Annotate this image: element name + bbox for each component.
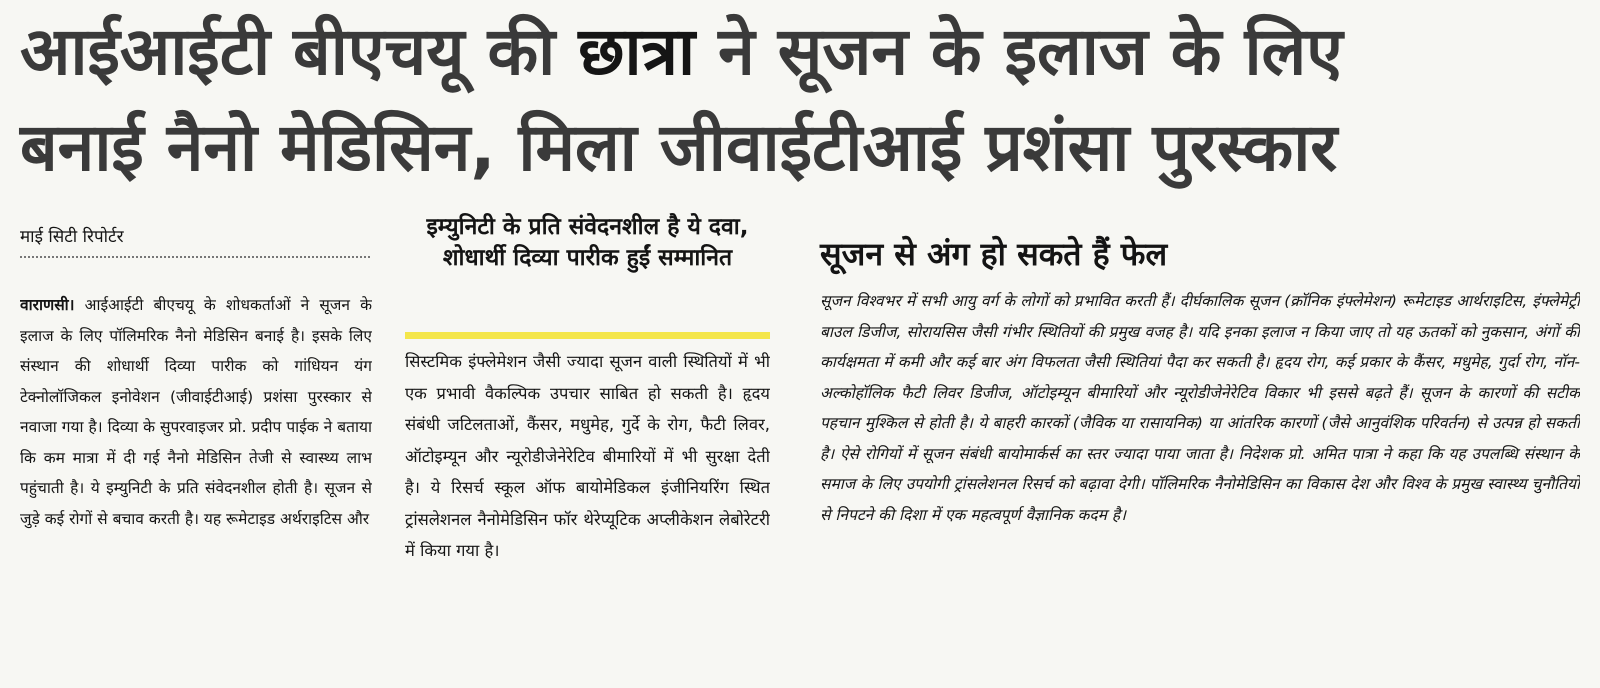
highlight-bar: [405, 332, 770, 339]
headline-line-2: बनाई नैनो मेडिसिन, मिला जीवाईटीआई प्रशंसा पुरस्कार: [20, 109, 1338, 186]
column-2-subheading: इम्युनिटी के प्रति संवेदनशील है ये दवा, शोधार्थी दिव्या पारीक हुईं सम्मानित: [426, 214, 749, 271]
byline: माई सिटी रिपोर्टर: [20, 226, 370, 258]
column-1-body: आईआईटी बीएचयू के शोधकर्ताओं ने सूजन के इलाज के लिए पॉलिमरिक नैनो मेडिसिन बनाई है। इसके लिए संस्थान की शोधार्थी दिव्या पारीक को गांधियन यंग टेक्नोलॉजिकल इनोवेशन (जीवाईटीआई) प्रशंसा पुरस्कार से नवाजा गया है। दिव्या के सुपरवाइजर प्रो. प्रदीप पाईक ने बताया कि कम मात्रा में दी गई नैनो मेडिसिन तेजी से स्वास्थ्य लाभ पहुंचाती है। ये इम्युनिटी के प्रति संवेदनशील होती है। सूजन से जुड़े कई रोगों से बचाव करती है। यह रूमेटाइड अर्थराइटिस और: [20, 296, 372, 528]
headline-line-1: [20, 4, 1590, 100]
main-headline: [20, 4, 1590, 196]
headline-line-1-emphasis: छात्रा: [578, 13, 696, 90]
dateline: वाराणसी।: [20, 296, 75, 314]
headline-line-1-end: ने सूजन के इलाज के लिए: [695, 13, 1343, 90]
article-column-1: [20, 290, 372, 680]
column-3-body: सूजन विश्वभर में सभी आयु वर्ग के लोगों को प्रभावित करती हैं। दीर्घकालिक सूजन (क्रॉनिक इंफ्लेमेशन) रूमेटाइड आर्थराइटिस, इंफ्लेमेट्री बाउल डिजीज, सोरायसिस जैसी गंभीर स्थितियों की प्रमुख वजह है। यदि इनका इलाज न किया जाए तो यह ऊतकों को नुकसान, अंगों की कार्यक्षमता में कमी और कई बार अंग विफलता जैसी स्थितियां पैदा कर सकती है। हृदय रोग, कई प्रकार के कैंसर, मधुमेह, गुर्दा रोग, नॉन-अल्कोहॉलिक फैटी लिवर डिजीज, ऑटोइम्यून बीमारियों और न्यूरोडीजेनेरेटिव विकार भी इससे बढ़ते हैं। सूजन के कारणों की सटीक पहचान मुश्किल से होती है। ये बाहरी कारकों (जैविक या रासायनिक) या आंतरिक कारणों (जैसे आनुवंशिक परिवर्तन) से उत्पन्न हो सकती है। ऐसे रोगियों में सूजन संबंधी बायोमार्कर्स का स्तर ज्यादा पाया जाता है। निदेशक प्रो. अमित पात्रा ने कहा कि यह उपलब्धि संस्थान के समाज के लिए उपयोगी ट्रांसलेशनल रिसर्च को बढ़ावा देगी। पॉलिमरिक नैनोमेडिसिन का विकास देश और विश्व के प्रमुख स्वास्थ्य चुनौतियों से निपटने की दिशा में एक महत्वपूर्ण वैज्ञानिक कदम है।: [820, 292, 1580, 524]
column-2-body: सिस्टमिक इंफ्लेमेशन जैसी ज्यादा सूजन वाली स्थितियों में भी एक प्रभावी वैकल्पिक उपचार साबित हो सकती है। हृदय संबंधी जटिलताओं, कैंसर, मधुमेह, गुर्दे के रोग, फैटी लिवर, ऑटोइम्यून और न्यूरोडीजेनेरेटिव बीमारियों में भी सुरक्षा देती है। ये रिसर्च स्कूल ऑफ बायोमेडिकल इंजीनियरिंग स्थित ट्रांसलेशनल नैनोमेडिसिन फॉर थेरेप्यूटिक अप्लीकेशन लेबोरेटरी में किया गया है।: [405, 352, 770, 560]
column-3-subheading: सूजन से अंग हो सकते हैं फेल: [820, 235, 1168, 273]
headline-line-1-start: आईआईटी बीएचयू की: [20, 13, 579, 90]
